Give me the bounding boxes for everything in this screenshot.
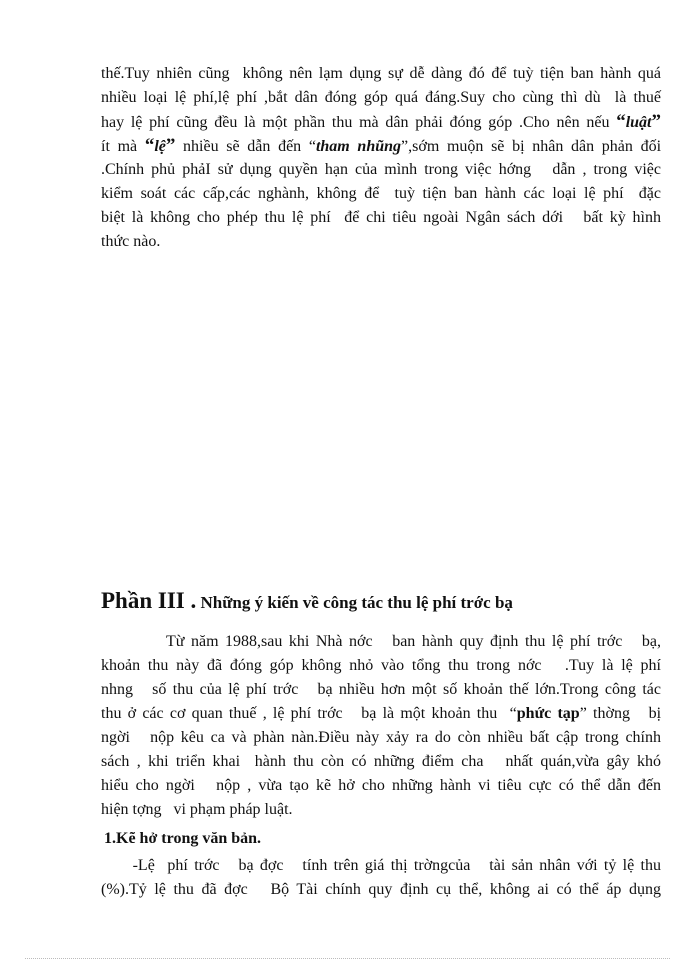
page-boundary-rule xyxy=(25,958,670,959)
text-line: thức nào. xyxy=(101,233,161,250)
emphasis-tham-nhung: tham nhũng xyxy=(315,138,402,155)
text-line: nhng số thu của lệ phí trớc bạ nhiều hơn một số khoản thế lớn.Trong công tác xyxy=(101,681,661,698)
open-quote: “ xyxy=(616,111,626,132)
text-line: (%).Tỷ lệ thu đã đợc Bộ Tài chính quy định cụ thể, không ai có thể áp dụng xyxy=(101,881,661,898)
text-line: biệt là không cho phép thu lệ phí để chi tiêu ngoài Ngân sách dới bất kỳ hình xyxy=(101,209,661,226)
text-segment: ” thờng bị xyxy=(579,705,662,722)
text-segment: hay lệ phí cũng đều là một phần thu mà dân phải đóng góp .Cho nên nếu xyxy=(101,114,617,131)
text-line: sách , khi triển khai hành thu còn có những điểm cha nhất quán,vừa gây khó xyxy=(101,753,661,770)
text-line xyxy=(101,110,661,134)
text-line: ngời nộp kêu ca và phàn nàn.Điều này xảy ra do còn nhiều bất cập trong chính xyxy=(101,729,661,746)
section-heading xyxy=(101,588,513,614)
emphasis-luat: luật xyxy=(625,114,652,131)
section-paragraph xyxy=(101,630,661,822)
text-line: hiểu cho ngời nộp , vừa tạo kẽ hở cho những hành vi tiêu cực có thể dẫn đến xyxy=(101,777,661,794)
text-line: .Chính phủ phảI sử dụng quyền hạn của mình trong việc hớng dẫn , trong việc xyxy=(101,161,661,178)
text-line xyxy=(101,702,661,726)
text-line: khoản thu này đã đóng góp không nhỏ vào tổng thu trong nớc .Tuy là lệ phí xyxy=(101,657,661,674)
text-line: thế.Tuy nhiên cũng không nên lạm dụng sự dễ dàng đó để tuỳ tiện ban hành quá xyxy=(101,65,661,82)
open-quote: “ xyxy=(144,135,155,156)
text-segment: nhiều sẽ dẫn đến “ xyxy=(175,138,316,155)
emphasis-le: lệ xyxy=(154,138,166,155)
section-part-label: Phần III . xyxy=(101,588,197,613)
text-line xyxy=(101,134,661,158)
emphasis-phuc-tap: phức tạp xyxy=(516,705,580,722)
close-quote: ” xyxy=(651,111,661,132)
text-segment: ”,sớm muộn sẽ bị nhân dân phản đối xyxy=(401,138,662,155)
subsection-paragraph xyxy=(101,854,661,902)
section-title: Những ý kiến về công tác thu lệ phí trớc bạ xyxy=(196,593,513,612)
text-segment: thu ở các cơ quan thuế , lệ phí trớc bạ là một khoản thu “ xyxy=(101,705,517,722)
close-quote: ” xyxy=(165,135,176,156)
subsection-title: 1.Kẽ hở trong văn bản. xyxy=(104,830,262,847)
text-segment: ít mà xyxy=(101,138,145,155)
text-line: -Lệ phí trớc bạ đợc tính trên giá thị trờngcủa tài sản nhân với tỷ lệ thu xyxy=(101,857,661,874)
text-line: nhiều loại lệ phí,lệ phí ,bắt dân đóng góp quá đáng.Suy cho cùng thì dù là thuế xyxy=(101,89,661,106)
text-line: hiện tợng vi phạm pháp luật. xyxy=(101,801,293,818)
text-line: Từ năm 1988,sau khi Nhà nớc ban hành quy định thu lệ phí trớc bạ, xyxy=(101,633,661,650)
continuation-paragraph xyxy=(101,62,661,254)
text-line: kiểm soát các cấp,các nghành, không để tuỳ tiện ban hành các loại lệ phí đặc xyxy=(101,185,661,202)
